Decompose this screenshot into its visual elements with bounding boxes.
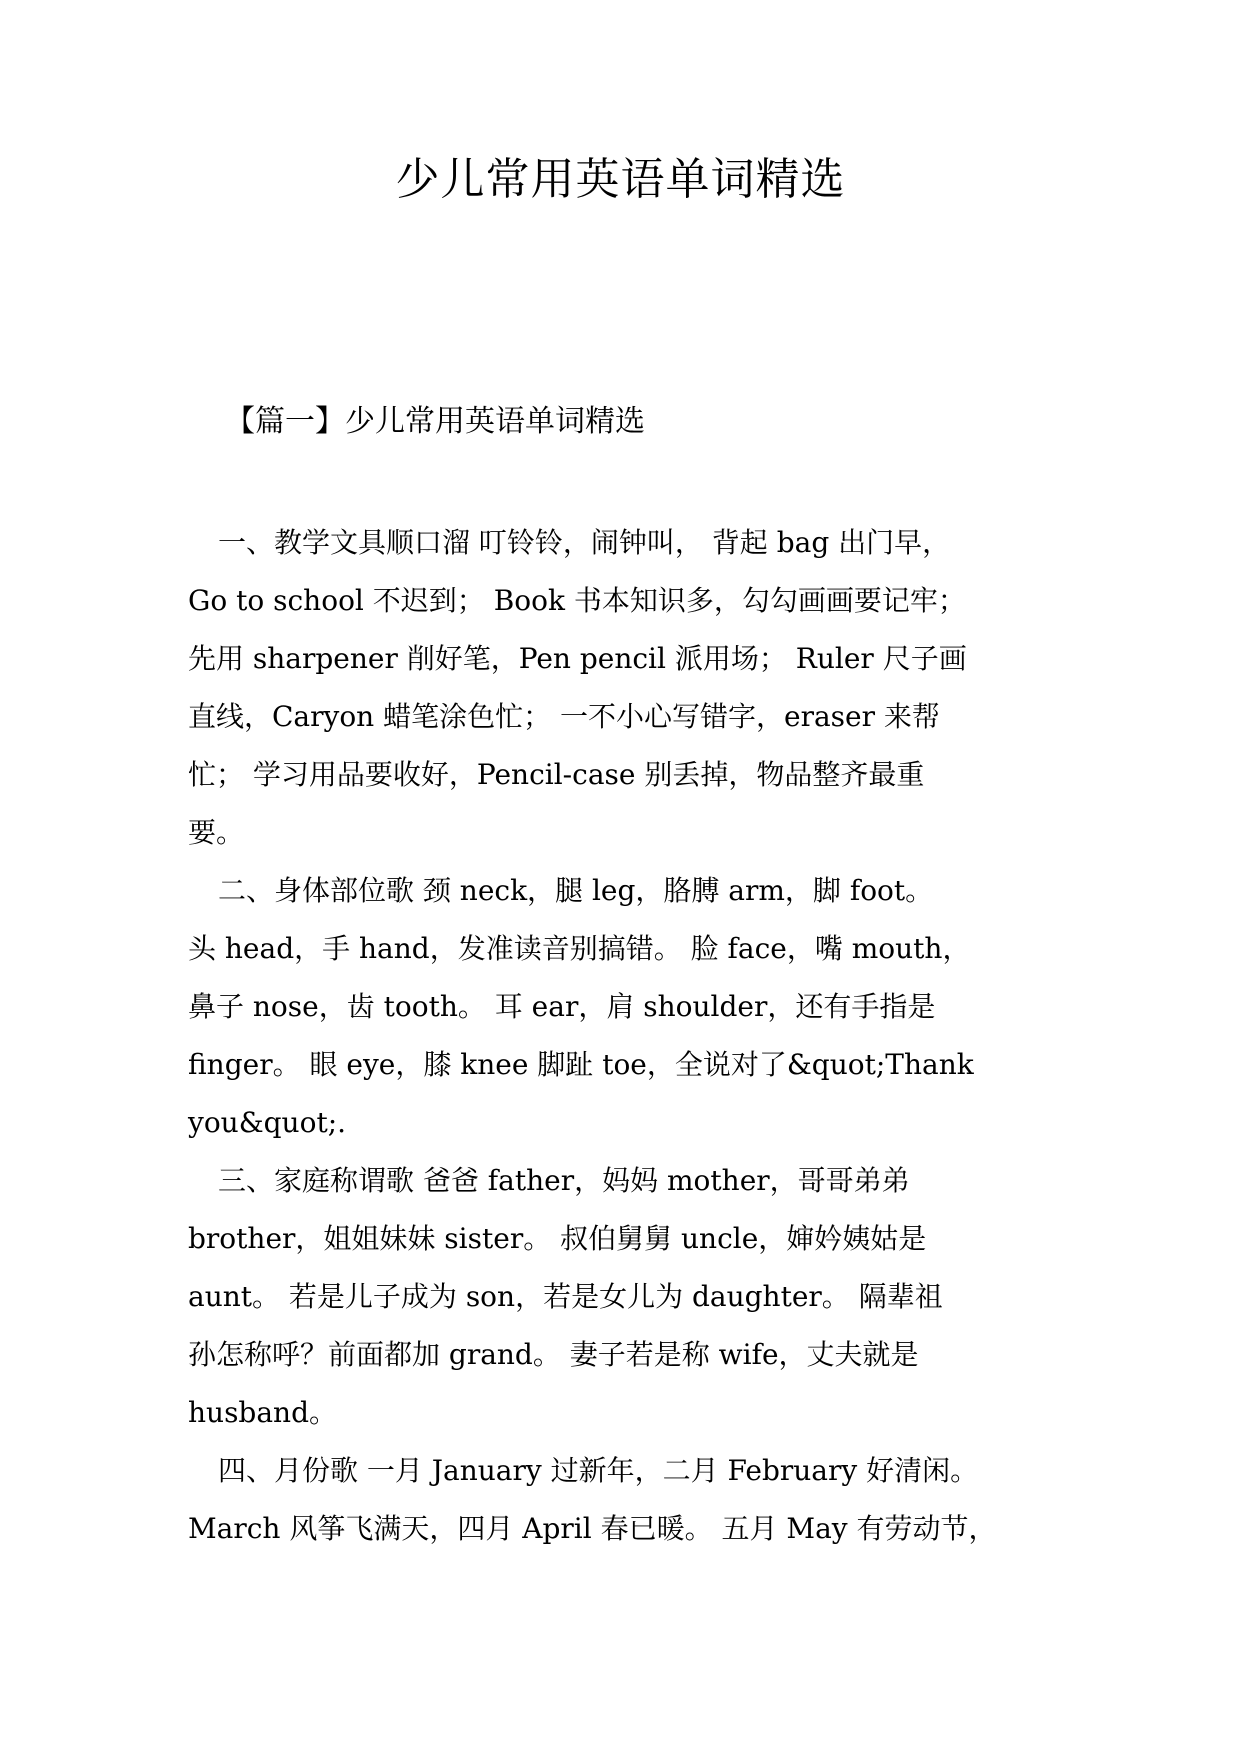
paragraph-1-line-1: 一、教学文具顺口溜 叮铃铃，闹钟叫， 背起 bag 出门早， — [218, 526, 951, 559]
body-text — [188, 514, 1068, 1558]
paragraph-3-line-5: husband。 — [188, 1396, 338, 1429]
paragraph-4-line-1: 四、月份歌 一月 January 过新年，二月 February 好清闲。 — [218, 1454, 979, 1487]
paragraph-2-line-5: you&quot;. — [188, 1106, 347, 1139]
paragraph-2-line-2: 头 head，手 hand，发准读音别搞错。 脸 face，嘴 mouth， — [188, 932, 971, 965]
paragraph-3-line-3: aunt。 若是儿子成为 son，若是女儿为 daughter。 隔辈祖 — [188, 1280, 943, 1313]
paragraph-1-line-2: Go to school 不迟到； Book 书本知识多，勾勾画画要记牢； — [188, 584, 966, 617]
paragraph-3-line-2: brother，姐姐妹妹 sister。 叔伯舅舅 uncle，婶妗姨姑是 — [188, 1222, 927, 1255]
paragraph-2-line-4: finger。 眼 eye，膝 knee 脚趾 toe，全说对了&quot;Thank — [188, 1048, 974, 1081]
paragraph-4-line-2: March 风筝飞满天，四月 April 春已暖。 五月 May 有劳动节， — [188, 1512, 997, 1545]
paragraph-2-line-1: 二、身体部位歌 颈 neck，腿 leg，胳膊 arm，脚 foot。 — [218, 874, 934, 907]
document-title: 少儿常用英语单词精选 — [395, 154, 846, 205]
paragraph-1-line-5: 忙； 学习用品要收好，Pencil-case 别丢掉，物品整齐最重 — [188, 758, 925, 791]
paragraph-1-line-3: 先用 sharpener 削好笔，Pen pencil 派用场； Ruler 尺子画 — [188, 642, 967, 675]
section-heading: 【篇一】少儿常用英语单词精选 — [225, 404, 645, 439]
paragraph-1-line-4: 直线，Caryon 蜡笔涂色忙； 一不小心写错字，eraser 来帮 — [188, 700, 940, 733]
paragraph-3-line-1: 三、家庭称谓歌 爸爸 father，妈妈 mother，哥哥弟弟 — [218, 1164, 910, 1197]
paragraph-1-line-6: 要。 — [188, 816, 245, 849]
paragraph-3-line-4: 孙怎称呼？前面都加 grand。 妻子若是称 wife，丈夫就是 — [188, 1338, 919, 1371]
paragraph-2-line-3: 鼻子 nose，齿 tooth。 耳 ear，肩 shoulder，还有手指是 — [188, 990, 936, 1023]
